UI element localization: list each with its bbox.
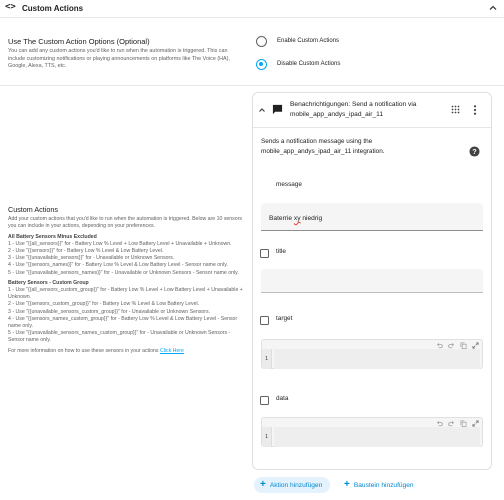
chevron-up-icon[interactable] (487, 2, 499, 14)
custom-actions-title: Custom Actions (8, 205, 58, 214)
misspelled-word: xy (293, 215, 301, 222)
action-card (252, 92, 492, 470)
group2-line: 4 - Use "{{sensors_names_custom_group}}" for - Battery Low % Level & Low Battery Level - Sensor name only. (8, 315, 238, 330)
message-label: message (276, 181, 302, 188)
data-checkbox[interactable] (260, 396, 269, 405)
plus-icon: + (260, 479, 266, 490)
add-building-block-button[interactable] (338, 477, 422, 493)
disable-custom-actions-label: Disable Custom Actions (277, 61, 341, 67)
editor-line[interactable] (274, 349, 480, 369)
group2-title: Battery Sensors - Custom Group (8, 279, 89, 286)
disable-custom-actions-option[interactable] (256, 57, 340, 71)
title-checkbox[interactable] (260, 249, 269, 258)
custom-action-options-title: Use The Custom Action Options (Optional) (8, 37, 150, 46)
redo-icon[interactable] (448, 342, 455, 349)
target-label: target (276, 315, 293, 322)
copy-icon[interactable] (460, 420, 467, 427)
custom-action-options-description: You can add any custom actions you'd like to run when the automation is triggered. This can include customizing notifications or playing announcements on platforms like The Voice (HA), Google, Alexa, TTS, etc. (8, 48, 230, 69)
enable-custom-actions-radio[interactable] (256, 36, 267, 47)
group2-line: 1 - Use "{{all_sensors_custom_group}}" for - Battery Low % Level + Low Battery Level + Unavailable + Unknown. (8, 287, 243, 301)
custom-actions-help (8, 206, 244, 355)
custom-actions-intro: Add your custom actions that you'd like to run when the automation is triggered. Below are 10 sensors you can include in your actions, depending on your preferences. (8, 216, 242, 230)
message-input[interactable] (261, 203, 483, 231)
disable-custom-actions-radio[interactable] (256, 59, 267, 70)
drag-handle-icon[interactable] (451, 105, 460, 114)
group2-line: 2 - Use "{{sensors_custom_group}}" for - Battery Low % Level & Low Battery Level. (8, 301, 200, 308)
redo-icon[interactable] (448, 420, 455, 427)
card-divider (253, 127, 491, 128)
group2-line: 3 - Use "{{unavailable_sensors_custom_group}}" for - Unavailable or Unknown Sensors. (8, 308, 211, 315)
data-code-editor[interactable] (261, 417, 483, 447)
svg-text:?: ? (472, 146, 477, 156)
add-building-block-label: Baustein hinzufügen (353, 481, 414, 489)
section-header[interactable] (0, 0, 504, 18)
help-footer (8, 348, 244, 355)
message-icon (272, 104, 283, 115)
more-options-icon[interactable] (473, 105, 477, 115)
code-icon: <> (5, 2, 16, 12)
target-code-editor[interactable] (261, 339, 483, 369)
fullscreen-icon[interactable] (472, 342, 479, 349)
action-card-title: Benachrichtigungen: Send a notification via mobile_app_andys_ipad_air_11 (290, 101, 417, 118)
group1-line: 2 - Use "{{sensors}}" for - Battery Low % Level & Low Battery Level. (8, 248, 164, 255)
enable-custom-actions-option[interactable] (256, 34, 339, 48)
group1-line: 3 - Use "{{unavailable_sensors}}" for - Unavailable or Unknown Sensors. (8, 255, 175, 262)
fullscreen-icon[interactable] (472, 420, 479, 427)
group1-title: All Battery Sensors Minus Excluded (8, 233, 97, 240)
enable-custom-actions-label: Enable Custom Actions (277, 38, 340, 44)
section-title: Custom Actions (22, 4, 84, 13)
editor-toolbar (436, 420, 479, 427)
undo-icon[interactable] (436, 420, 443, 427)
add-action-label: Aktion hinzufügen (269, 481, 323, 489)
group1-line: 4 - Use "{{sensors_names}}" for - Battery Low % Level & Low Battery Level - Sensor name only. (8, 262, 228, 269)
title-label: title (276, 248, 286, 255)
message-value-prefix: Baterrie (269, 215, 294, 222)
editor-toolbar (436, 342, 479, 349)
line-number: 1 (265, 356, 269, 362)
line-number: 1 (265, 434, 269, 440)
editor-line[interactable] (274, 427, 480, 447)
help-icon[interactable] (469, 146, 480, 157)
title-input[interactable] (261, 269, 483, 293)
message-value (269, 215, 322, 222)
group2-line: 5 - Use "{{unavailable_sensors_names_custom_group}}" for - Unavailable or Unknown Sensors - Sensor name only. (8, 330, 231, 344)
action-card-description: Sends a notification message using the mobile_app_andys_ipad_air_11 integration. (261, 138, 385, 155)
group1-line: 1 - Use "{{all_sensors}}" for - Battery Low % Level + Low Battery Level + Unavailable + Unknown. (8, 240, 232, 247)
group1-line: 5 - Use "{{unavailable_sensors_names}}" for - Unavailable or Unknown Sensors - Sensor name only. (8, 269, 239, 276)
add-action-button[interactable] (254, 477, 330, 493)
undo-icon[interactable] (436, 342, 443, 349)
chevron-up-icon[interactable] (258, 106, 266, 114)
click-here-link[interactable]: Click Here (159, 347, 184, 354)
target-checkbox[interactable] (260, 316, 269, 325)
copy-icon[interactable] (460, 342, 467, 349)
plus-icon: + (344, 479, 350, 490)
data-label: data (276, 395, 289, 402)
message-value-suffix: niedrig (300, 215, 323, 222)
section-divider (0, 85, 504, 86)
action-card-header[interactable] (253, 93, 491, 127)
help-footer-text: For more information on how to use these sensors in your actions (8, 347, 159, 354)
